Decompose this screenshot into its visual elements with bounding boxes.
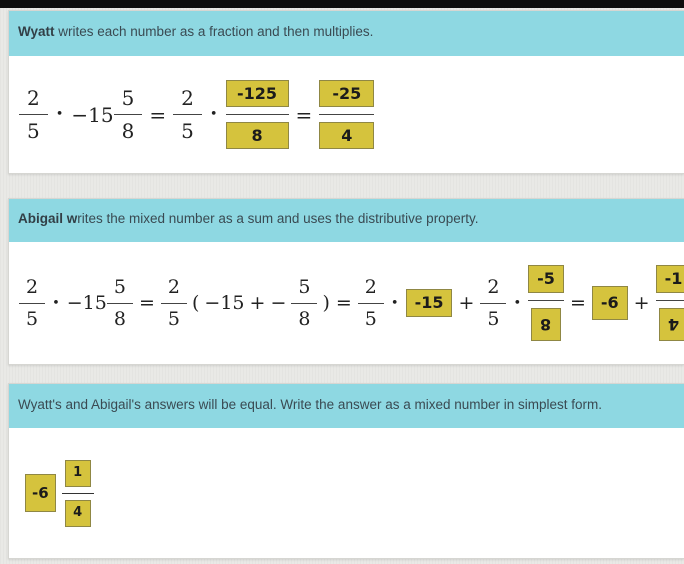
whole-part: −15 [71,102,114,127]
fraction-bar [62,493,94,494]
fraction-bar [291,303,317,304]
wyatt-header-text: writes each number as a fraction and then multiplies. [54,24,374,39]
whole-part: −15 [66,292,107,314]
mixed-number-neg15-5-8 [66,275,133,330]
abigail-header-text: rites the mixed number as a sum and uses the distributive property. [77,211,479,226]
numerator: 2 [26,275,39,298]
top-black-bar [0,0,684,8]
denominator: 5 [27,119,40,143]
answer-fraction-product [528,265,564,340]
denominator: 5 [487,307,500,330]
numerator: 5 [121,86,135,110]
answer-tile-numerator[interactable]: -25 [319,80,374,107]
operator-multiply: • [390,295,399,311]
fraction-bar [173,114,202,115]
denominator: 5 [364,307,377,330]
denominator: 8 [298,307,311,330]
denominator: 5 [181,119,194,143]
operator-multiply: • [209,107,218,122]
denominator: 8 [113,307,126,330]
wyatt-header [9,11,684,56]
neg15-term: −15 [204,292,245,314]
fraction-two-fifths [358,275,384,330]
numerator: 2 [364,275,377,298]
answer-tile-numerator[interactable]: -125 [226,80,289,107]
fraction-five-eighths [114,88,143,141]
flipped-digit: 8 [540,314,552,334]
denominator: 5 [167,307,180,330]
answer-tile-whole-product[interactable]: -15 [406,289,453,316]
operator-multiply: • [52,295,60,311]
fraction-bar [358,303,384,304]
operator-minus: − [270,291,287,314]
fraction-bar [226,114,289,115]
answer-tile-numerator[interactable]: 1 [65,460,91,487]
wyatt-panel [8,10,684,174]
numerator: 5 [298,275,311,298]
close-paren: ) [322,291,330,314]
answer-fraction-result [656,265,684,340]
fraction-bar [19,114,48,115]
fraction-bar [107,303,133,304]
abigail-name: Abigail w [18,211,78,226]
flipped-digit: 4 [667,314,680,334]
final-header [9,384,684,428]
operator-multiply: • [55,107,64,122]
answer-tile-result-whole[interactable]: -6 [592,286,628,319]
numerator: 2 [181,86,194,110]
wyatt-equation-area [9,56,684,173]
final-header-text: Wyatt's and Abigail's answers will be equal. Write the answer as a mixed number in simplest form. [18,397,603,412]
operator-equals: = [149,102,167,127]
operator-plus: + [633,291,650,314]
operator-multiply: • [513,295,522,311]
answer-tile-numerator[interactable]: -1 [656,265,684,292]
answer-tile-denominator-upside-down[interactable] [659,308,684,341]
answer-tile-whole[interactable]: -6 [25,474,56,512]
fraction-two-fifths [19,275,45,330]
fraction-two-fifths [173,88,202,141]
fraction-bar [656,300,684,301]
fraction-two-fifths [161,275,187,330]
answer-fraction-result [319,80,374,149]
answer-fraction-product [226,80,289,149]
final-mixed-number [19,460,94,527]
answer-tile-denominator[interactable]: 4 [65,500,91,527]
wyatt-equation [19,80,374,149]
open-paren: ( [191,291,200,314]
numerator: 2 [167,275,180,298]
answer-fraction [62,460,94,527]
wyatt-name: Wyatt [18,24,55,39]
fraction-bar [528,300,564,301]
operator-equals: = [295,102,313,127]
final-answer-area [9,428,684,558]
operator-equals: = [569,291,586,314]
numerator: 2 [27,86,40,110]
mixed-number-neg15-5-8 [71,88,142,141]
answer-tile-denominator[interactable]: 8 [226,122,289,149]
operator-equals: = [138,291,155,314]
fraction-bar [480,303,506,304]
denominator: 8 [121,119,135,143]
fraction-five-eighths [291,275,317,330]
distributed-group [161,275,330,330]
operator-plus: + [458,291,475,314]
fraction-two-fifths [19,88,48,141]
fraction-bar [319,114,374,115]
numerator: 2 [487,275,500,298]
answer-tile-numerator[interactable]: -5 [528,265,564,292]
denominator: 5 [26,307,39,330]
abigail-panel [8,198,684,365]
abigail-equation-area [9,242,684,364]
fraction-five-eighths [107,275,133,330]
answer-tile-denominator-upside-down[interactable] [531,308,560,341]
operator-plus: + [249,291,266,314]
abigail-header [9,199,684,242]
operator-equals: = [335,291,352,314]
answer-tile-denominator[interactable]: 4 [319,122,374,149]
final-answer-panel [8,383,684,559]
fraction-bar [114,114,143,115]
numerator: 5 [113,275,126,298]
fraction-bar [161,303,187,304]
fraction-bar [19,303,45,304]
abigail-equation [19,265,684,340]
fraction-two-fifths [480,275,506,330]
worksheet [0,8,684,559]
